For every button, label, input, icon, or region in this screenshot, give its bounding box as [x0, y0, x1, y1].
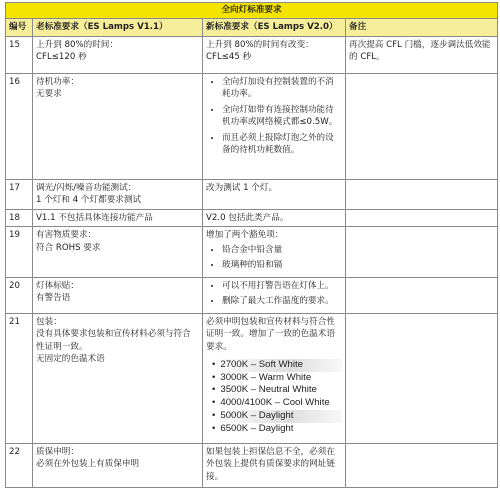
old-requirement: [33, 227, 203, 278]
row-number: 17: [6, 179, 33, 209]
table-row: [6, 73, 498, 179]
old-requirement: [33, 443, 203, 487]
old-requirement: [33, 179, 203, 209]
color-term-item: • 3500K – Neutral White: [212, 384, 342, 397]
color-term-item: • 6500K – Daylight: [212, 423, 342, 436]
old-text: 没有具体要求包装和宣传材料必须与符合性证明一致。: [36, 329, 191, 352]
remark: [346, 73, 498, 179]
new-requirement: V2.0 包括此类产品。: [203, 209, 346, 227]
standards-table: [5, 2, 498, 488]
old-text: 符合 ROHS 要求: [36, 242, 101, 253]
table-row: [6, 443, 498, 487]
new-requirement: [203, 227, 346, 278]
remark: [346, 179, 498, 209]
remark: [346, 313, 498, 443]
old-text: 调光/闪烁/噪音功能测试：: [36, 182, 137, 193]
row-number: 18: [6, 209, 33, 227]
remark: [346, 209, 498, 227]
new-requirement: [203, 277, 346, 313]
old-text: 有害物质要求：: [36, 230, 97, 240]
color-term-item: • 4000/4100K – Cool White: [212, 397, 342, 410]
old-requirement: [33, 36, 203, 73]
new-text: 上升到 80%的时间有改变：: [206, 39, 314, 50]
old-text: CFL≤120 秒: [36, 52, 87, 62]
old-text: 待机功率：: [36, 76, 79, 87]
header-new-standard: 新标准要求（ES Lamps V2.0）: [203, 18, 346, 36]
remark: 再次提高 CFL 门槛，逐步调汰低效能的 CFL。: [346, 36, 498, 73]
row-number: 20: [6, 277, 33, 313]
old-requirement: [33, 73, 203, 179]
new-requirement: [203, 313, 346, 443]
old-text: 质保申明：: [36, 446, 79, 457]
remark: [346, 277, 498, 313]
header-old-standard: 老标准要求（ES Lamps V1.1）: [33, 18, 203, 36]
row-number: 21: [6, 313, 33, 443]
color-term-list: [206, 359, 342, 435]
old-requirement: V1.1 不包括具体连接功能产品: [33, 209, 203, 227]
new-text: CFL≤45 秒: [206, 52, 252, 62]
table-title: 全向灯标准要求: [6, 3, 498, 19]
list-item: • 玻璃种的铅和镉: [222, 259, 342, 272]
old-text: 无固定的色温术语: [36, 354, 105, 364]
color-term-item: • 2700K – Soft White: [212, 359, 342, 372]
list-item: • 全向灯加设有控制装置的不消耗功率。: [222, 76, 342, 101]
old-text: 无要求: [36, 89, 62, 99]
table-row: [6, 227, 498, 278]
table-row: [6, 277, 498, 313]
row-number: 22: [6, 443, 33, 487]
table-row: [6, 179, 498, 209]
list-item: • 删除了最大工作温度的要求。: [222, 295, 342, 308]
new-requirement: [203, 73, 346, 179]
new-requirement: [203, 36, 346, 73]
list-item: • 铅合金中铅含量: [222, 244, 342, 257]
old-text: 必须在外包装上有质保申明: [36, 459, 140, 469]
remark: [346, 227, 498, 278]
color-term-item: • 3000K – Warm White: [212, 372, 342, 385]
list-item: • 全向灯如带有连接控制功能待机功率或网络模式都≤0.5W。: [222, 104, 342, 129]
list-item: • 而且必须上报除灯泡之外的设备的待机功耗数值。: [222, 132, 342, 157]
table-row: [6, 313, 498, 443]
table-row: [6, 36, 498, 73]
row-number: 16: [6, 73, 33, 179]
new-text: 必须申明包装和宣传材料与符合性证明一致。增加了一致的色温术语要求。: [206, 316, 335, 352]
table-row: [6, 209, 498, 227]
old-text: 1 个灯和 4 个灯都要求测试: [36, 195, 142, 205]
old-text: 上升到 80%的时间：: [36, 39, 118, 50]
header-row: [6, 18, 498, 36]
old-text: 包装：: [36, 316, 62, 327]
new-text: 增加了两个豁免项：: [206, 230, 284, 240]
header-remarks: 备注: [346, 18, 498, 36]
row-number: 19: [6, 227, 33, 278]
new-requirement: 改为测试 1 个灯。: [203, 179, 346, 209]
new-requirement: 如果包装上担保信息不全，必须在外包装上提供有质保要求的网址链接。: [203, 443, 346, 487]
title-row: [6, 3, 498, 19]
list-item: • 可以不用打警告语在灯体上。: [222, 280, 342, 293]
old-text: 有警告语: [36, 293, 71, 303]
row-number: 15: [6, 36, 33, 73]
remark: [346, 443, 498, 487]
header-number: 编号: [6, 18, 33, 36]
old-requirement: [33, 313, 203, 443]
old-text: 灯体标贴：: [36, 280, 79, 291]
color-term-item: • 5000K – Daylight: [212, 410, 342, 423]
old-requirement: [33, 277, 203, 313]
